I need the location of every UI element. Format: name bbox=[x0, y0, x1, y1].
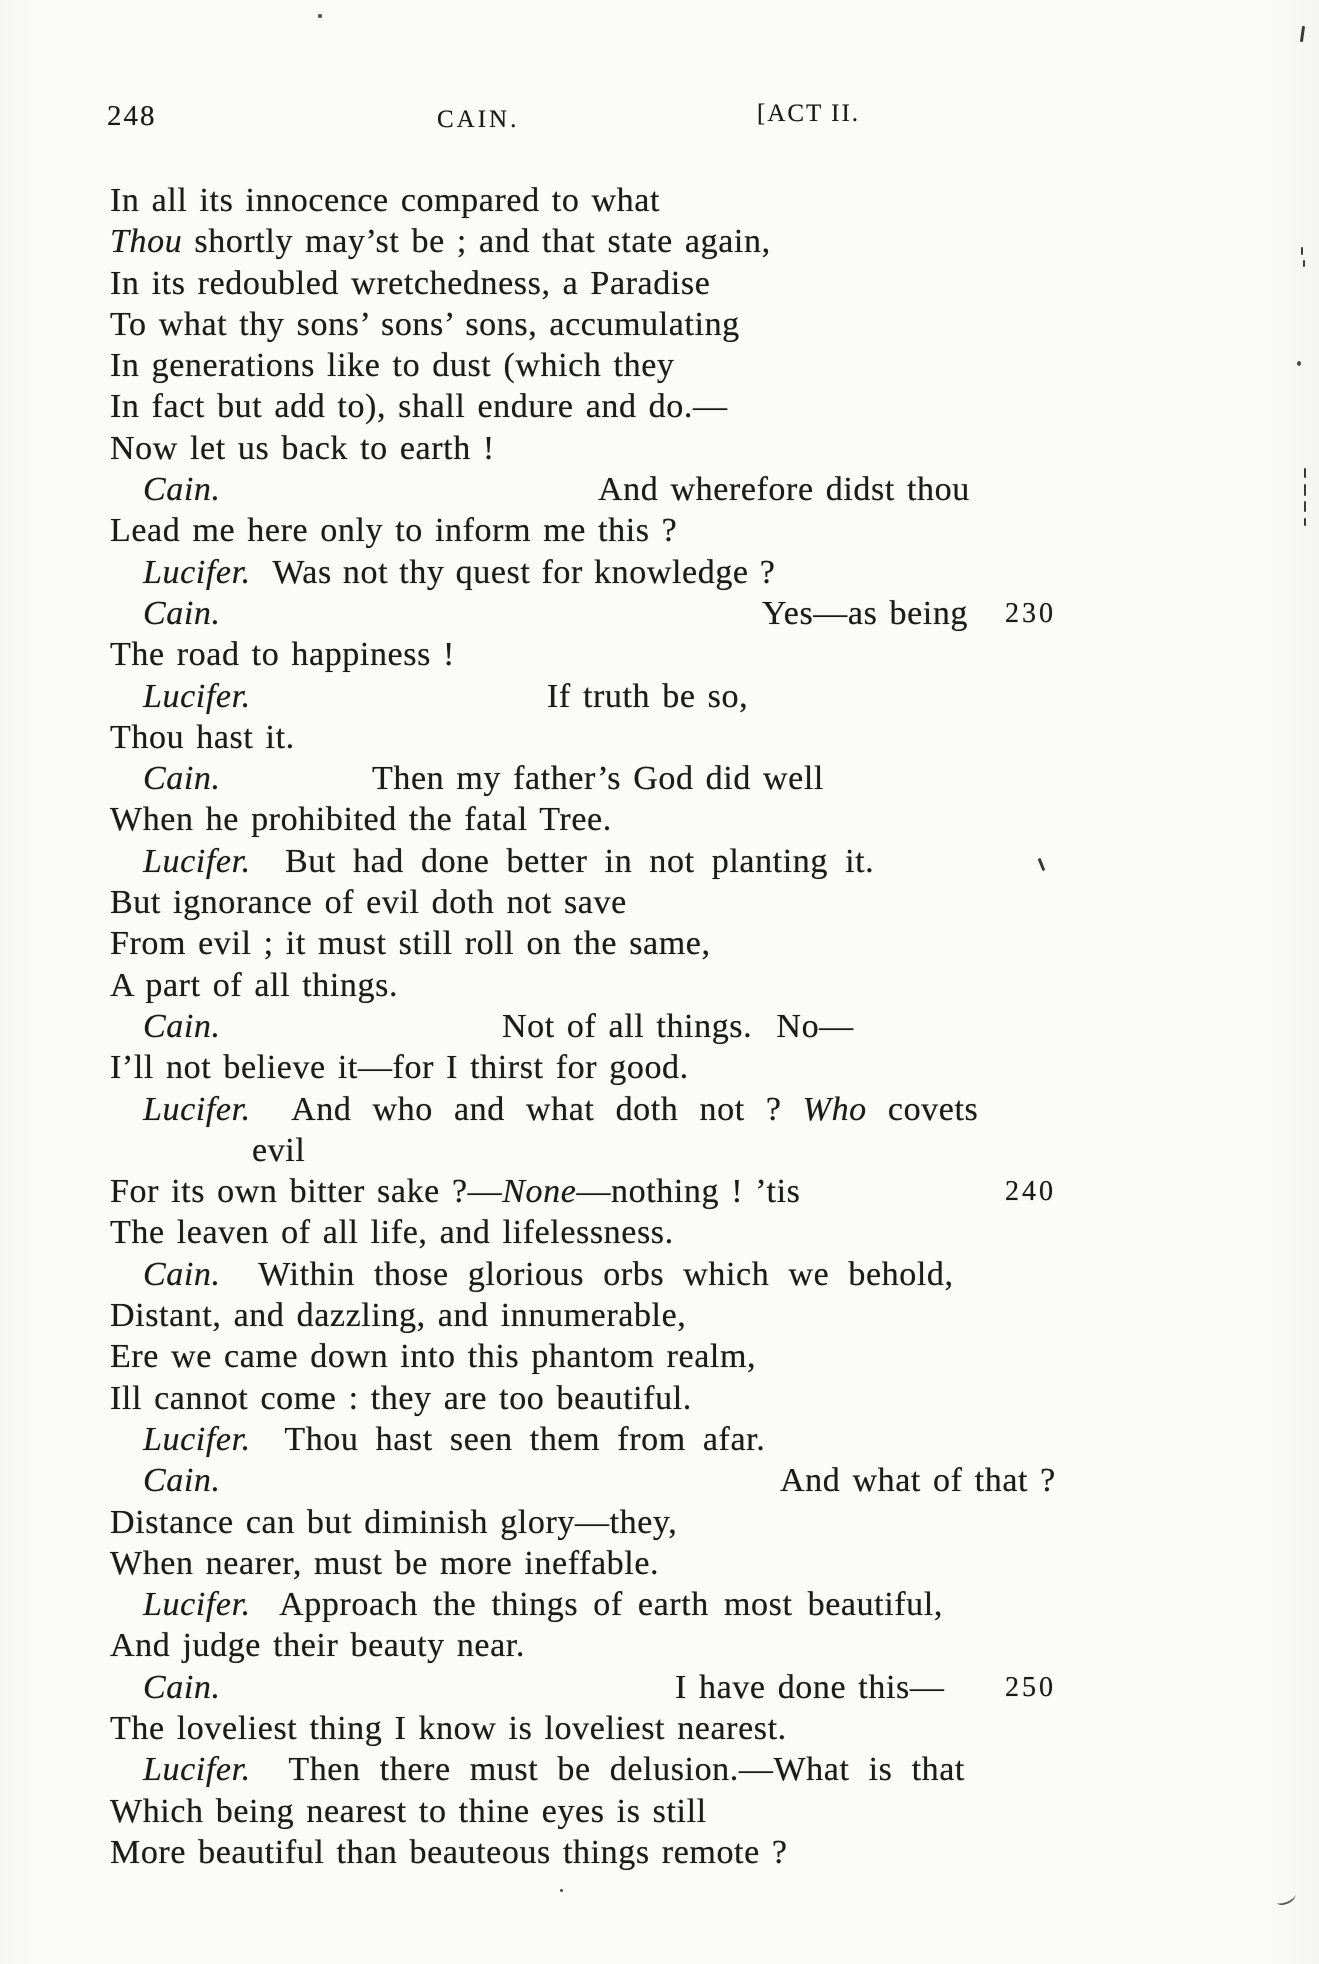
text-run: And judge their beauty near. bbox=[110, 1627, 525, 1665]
hemistich bbox=[502, 1008, 854, 1046]
text-run: Thou hast seen them from afar. bbox=[250, 1420, 766, 1458]
text-run: Distance can but diminish glory—they, bbox=[110, 1503, 678, 1541]
scan-artifact bbox=[1301, 247, 1303, 255]
verse-line bbox=[110, 1256, 1210, 1297]
verse-line bbox=[110, 1710, 1210, 1751]
line-text bbox=[110, 265, 710, 302]
verse-line bbox=[110, 1751, 1210, 1792]
text-run: Thou hast it. bbox=[110, 718, 295, 756]
text-run: Approach the things of earth most beautiful, bbox=[250, 1586, 943, 1624]
line-text bbox=[110, 1049, 689, 1086]
line-text bbox=[143, 678, 251, 715]
italic-text: Cain. bbox=[143, 1007, 221, 1045]
text-run: But had done better in not planting it. bbox=[250, 842, 875, 880]
italic-text: Lucifer. bbox=[143, 1420, 251, 1458]
line-number: 230 bbox=[1005, 597, 1056, 629]
line-text bbox=[110, 1710, 787, 1747]
line-text bbox=[143, 1586, 943, 1623]
line-text bbox=[110, 1297, 686, 1334]
line-text bbox=[110, 967, 398, 1004]
hemistich bbox=[762, 595, 968, 633]
verse-line bbox=[110, 843, 1210, 884]
scan-artifact bbox=[560, 1889, 563, 1892]
scan-artifact bbox=[1304, 518, 1306, 526]
line-text bbox=[143, 595, 221, 632]
text-run: If truth be so, bbox=[547, 677, 749, 715]
text-run: Lead me here only to inform me this ? bbox=[110, 512, 678, 550]
line-number: 250 bbox=[1005, 1671, 1056, 1703]
hemistich bbox=[372, 760, 824, 798]
text-run: Was not thy quest for knowledge ? bbox=[250, 553, 776, 591]
verse-line bbox=[110, 884, 1210, 925]
italic-text: None bbox=[502, 1173, 577, 1211]
verse-text-block bbox=[110, 182, 1210, 1875]
line-text bbox=[143, 1751, 965, 1788]
text-run: Ill cannot come : they are too beautiful. bbox=[110, 1379, 692, 1417]
text-run: And wherefore didst thou bbox=[598, 471, 970, 509]
scan-artifact bbox=[1300, 26, 1305, 42]
italic-text: Lucifer. bbox=[143, 553, 251, 591]
scan-artifact bbox=[1303, 260, 1305, 267]
line-text bbox=[110, 1504, 677, 1541]
verse-line bbox=[110, 471, 1210, 512]
verse-line bbox=[110, 1214, 1210, 1255]
scan-artifact bbox=[1304, 468, 1306, 478]
line-text bbox=[143, 1008, 221, 1045]
line-text bbox=[252, 1132, 305, 1169]
verse-line bbox=[110, 719, 1210, 760]
text-run: In generations like to dust (which they bbox=[110, 347, 675, 385]
verse-line bbox=[110, 760, 1210, 801]
line-text bbox=[143, 760, 221, 797]
verse-line bbox=[110, 925, 1210, 966]
verse-line bbox=[110, 1421, 1210, 1462]
italic-text: Thou bbox=[110, 223, 183, 261]
line-text bbox=[110, 1834, 788, 1871]
verse-line bbox=[110, 306, 1210, 347]
line-text bbox=[143, 471, 221, 508]
text-run: And what of that ? bbox=[780, 1462, 1056, 1500]
verse-line bbox=[110, 554, 1210, 595]
line-text bbox=[143, 1256, 954, 1293]
text-run: Which being nearest to thine eyes is still bbox=[110, 1792, 707, 1830]
italic-text: Lucifer. bbox=[143, 1586, 251, 1624]
line-text bbox=[110, 884, 627, 921]
text-run: More beautiful than beauteous things remote ? bbox=[110, 1833, 788, 1871]
verse-line bbox=[110, 636, 1210, 677]
line-text bbox=[110, 1545, 659, 1582]
line-text bbox=[110, 636, 455, 673]
line-text bbox=[110, 1338, 756, 1375]
italic-text: Lucifer. bbox=[143, 1751, 251, 1789]
line-text bbox=[143, 1669, 221, 1706]
line-text bbox=[143, 843, 874, 880]
text-run: In its redoubled wretchedness, a Paradise bbox=[110, 264, 711, 302]
verse-line bbox=[110, 347, 1210, 388]
verse-line bbox=[110, 1586, 1210, 1627]
line-text bbox=[110, 182, 660, 219]
scan-artifact bbox=[318, 14, 322, 18]
text-run: evil bbox=[252, 1131, 306, 1169]
text-run: In all its innocence compared to what bbox=[110, 182, 661, 219]
verse-line bbox=[110, 1008, 1210, 1049]
text-run: Ere we came down into this phantom realm, bbox=[110, 1338, 757, 1376]
italic-text: Cain. bbox=[143, 594, 221, 632]
italic-text: Lucifer. bbox=[143, 842, 251, 880]
line-text bbox=[110, 801, 612, 838]
verse-line bbox=[110, 1462, 1210, 1503]
hemistich bbox=[598, 471, 970, 509]
line-number: 240 bbox=[1005, 1176, 1056, 1208]
scan-artifact bbox=[1275, 1890, 1297, 1907]
text-run: shortly may’st be ; and that state again, bbox=[182, 223, 771, 261]
scan-artifact bbox=[1297, 361, 1301, 366]
italic-text: Who bbox=[802, 1090, 867, 1128]
line-text bbox=[110, 719, 295, 756]
italic-text: Lucifer. bbox=[143, 677, 251, 715]
text-run: When he prohibited the fatal Tree. bbox=[110, 801, 612, 839]
verse-line bbox=[110, 512, 1210, 553]
text-run: The road to happiness ! bbox=[110, 636, 455, 674]
text-run: Now let us back to earth ! bbox=[110, 429, 495, 467]
text-run: Distant, and dazzling, and innumerable, bbox=[110, 1297, 687, 1335]
scan-artifact bbox=[1304, 484, 1306, 496]
act-header: [ACT II. bbox=[757, 100, 861, 127]
italic-text: Cain. bbox=[143, 471, 221, 509]
italic-text: Cain. bbox=[143, 760, 221, 798]
verse-line bbox=[110, 1049, 1210, 1090]
line-text bbox=[110, 1380, 692, 1417]
line-text bbox=[110, 223, 771, 260]
italic-text: Cain. bbox=[143, 1255, 221, 1293]
verse-line bbox=[110, 1545, 1210, 1586]
verse-line bbox=[110, 388, 1210, 429]
verse-line bbox=[110, 1091, 1210, 1132]
text-run: —nothing ! ’tis bbox=[576, 1173, 801, 1211]
verse-line bbox=[110, 223, 1210, 264]
verse-line bbox=[110, 182, 1210, 223]
running-title: CAIN. bbox=[437, 106, 520, 133]
verse-line bbox=[110, 1793, 1210, 1834]
text-run: covets bbox=[866, 1090, 979, 1128]
line-text bbox=[143, 1421, 765, 1458]
line-text bbox=[143, 554, 775, 591]
hemistich bbox=[780, 1462, 1056, 1500]
verse-line bbox=[110, 595, 1210, 636]
verse-line bbox=[110, 801, 1210, 842]
verse-line bbox=[110, 1173, 1210, 1214]
text-run: A part of all things. bbox=[110, 966, 399, 1004]
text-run: Then there must be delusion.—What is that bbox=[250, 1751, 965, 1789]
verse-line bbox=[110, 1834, 1210, 1875]
text-run: The loveliest thing I know is loveliest nearest. bbox=[110, 1709, 787, 1747]
italic-text: Cain. bbox=[143, 1462, 221, 1500]
verse-line bbox=[110, 1338, 1210, 1379]
line-text bbox=[110, 1793, 707, 1830]
verse-line bbox=[110, 967, 1210, 1008]
page-number: 248 bbox=[107, 100, 157, 132]
line-text bbox=[110, 1214, 674, 1251]
line-text bbox=[143, 1462, 221, 1499]
text-run: Not of all things. No— bbox=[502, 1007, 854, 1045]
verse-line bbox=[110, 678, 1210, 719]
line-text bbox=[110, 306, 740, 343]
line-text bbox=[110, 1173, 800, 1210]
verse-line bbox=[110, 1669, 1210, 1710]
hemistich bbox=[547, 678, 748, 716]
text-run: In fact but add to), shall endure and do.— bbox=[110, 388, 728, 426]
italic-text: Cain. bbox=[143, 1668, 221, 1706]
line-text bbox=[110, 1627, 525, 1664]
verse-line bbox=[110, 1132, 1210, 1173]
line-text bbox=[110, 388, 728, 425]
verse-line bbox=[110, 1297, 1210, 1338]
text-run: The leaven of all life, and lifelessness. bbox=[110, 1214, 674, 1252]
hemistich bbox=[675, 1669, 944, 1707]
verse-line bbox=[110, 1380, 1210, 1421]
verse-line bbox=[110, 265, 1210, 306]
verse-line bbox=[110, 1627, 1210, 1668]
text-run: Then my father’s God did well bbox=[372, 760, 824, 798]
line-text bbox=[110, 512, 677, 549]
text-run: Within those glorious orbs which we behold, bbox=[220, 1255, 954, 1293]
line-text bbox=[110, 430, 495, 467]
text-run: For its own bitter sake ?— bbox=[110, 1173, 503, 1211]
text-run: When nearer, must be more ineffable. bbox=[110, 1544, 660, 1582]
text-run: But ignorance of evil doth not save bbox=[110, 884, 627, 922]
line-text bbox=[110, 925, 711, 962]
scan-artifact bbox=[1304, 501, 1306, 512]
text-run: And who and what doth not ? bbox=[250, 1090, 803, 1128]
text-run: To what thy sons’ sons’ sons, accumulating bbox=[110, 305, 740, 343]
line-text bbox=[110, 347, 675, 384]
line-text bbox=[143, 1091, 978, 1128]
text-run: From evil ; it must still roll on the same, bbox=[110, 925, 711, 963]
verse-line bbox=[110, 1504, 1210, 1545]
italic-text: Lucifer. bbox=[143, 1090, 251, 1128]
text-run: I’ll not believe it—for I thirst for good. bbox=[110, 1049, 689, 1087]
text-run: Yes—as being bbox=[762, 594, 969, 632]
verse-line bbox=[110, 430, 1210, 471]
text-run: I have done this— bbox=[675, 1668, 945, 1706]
